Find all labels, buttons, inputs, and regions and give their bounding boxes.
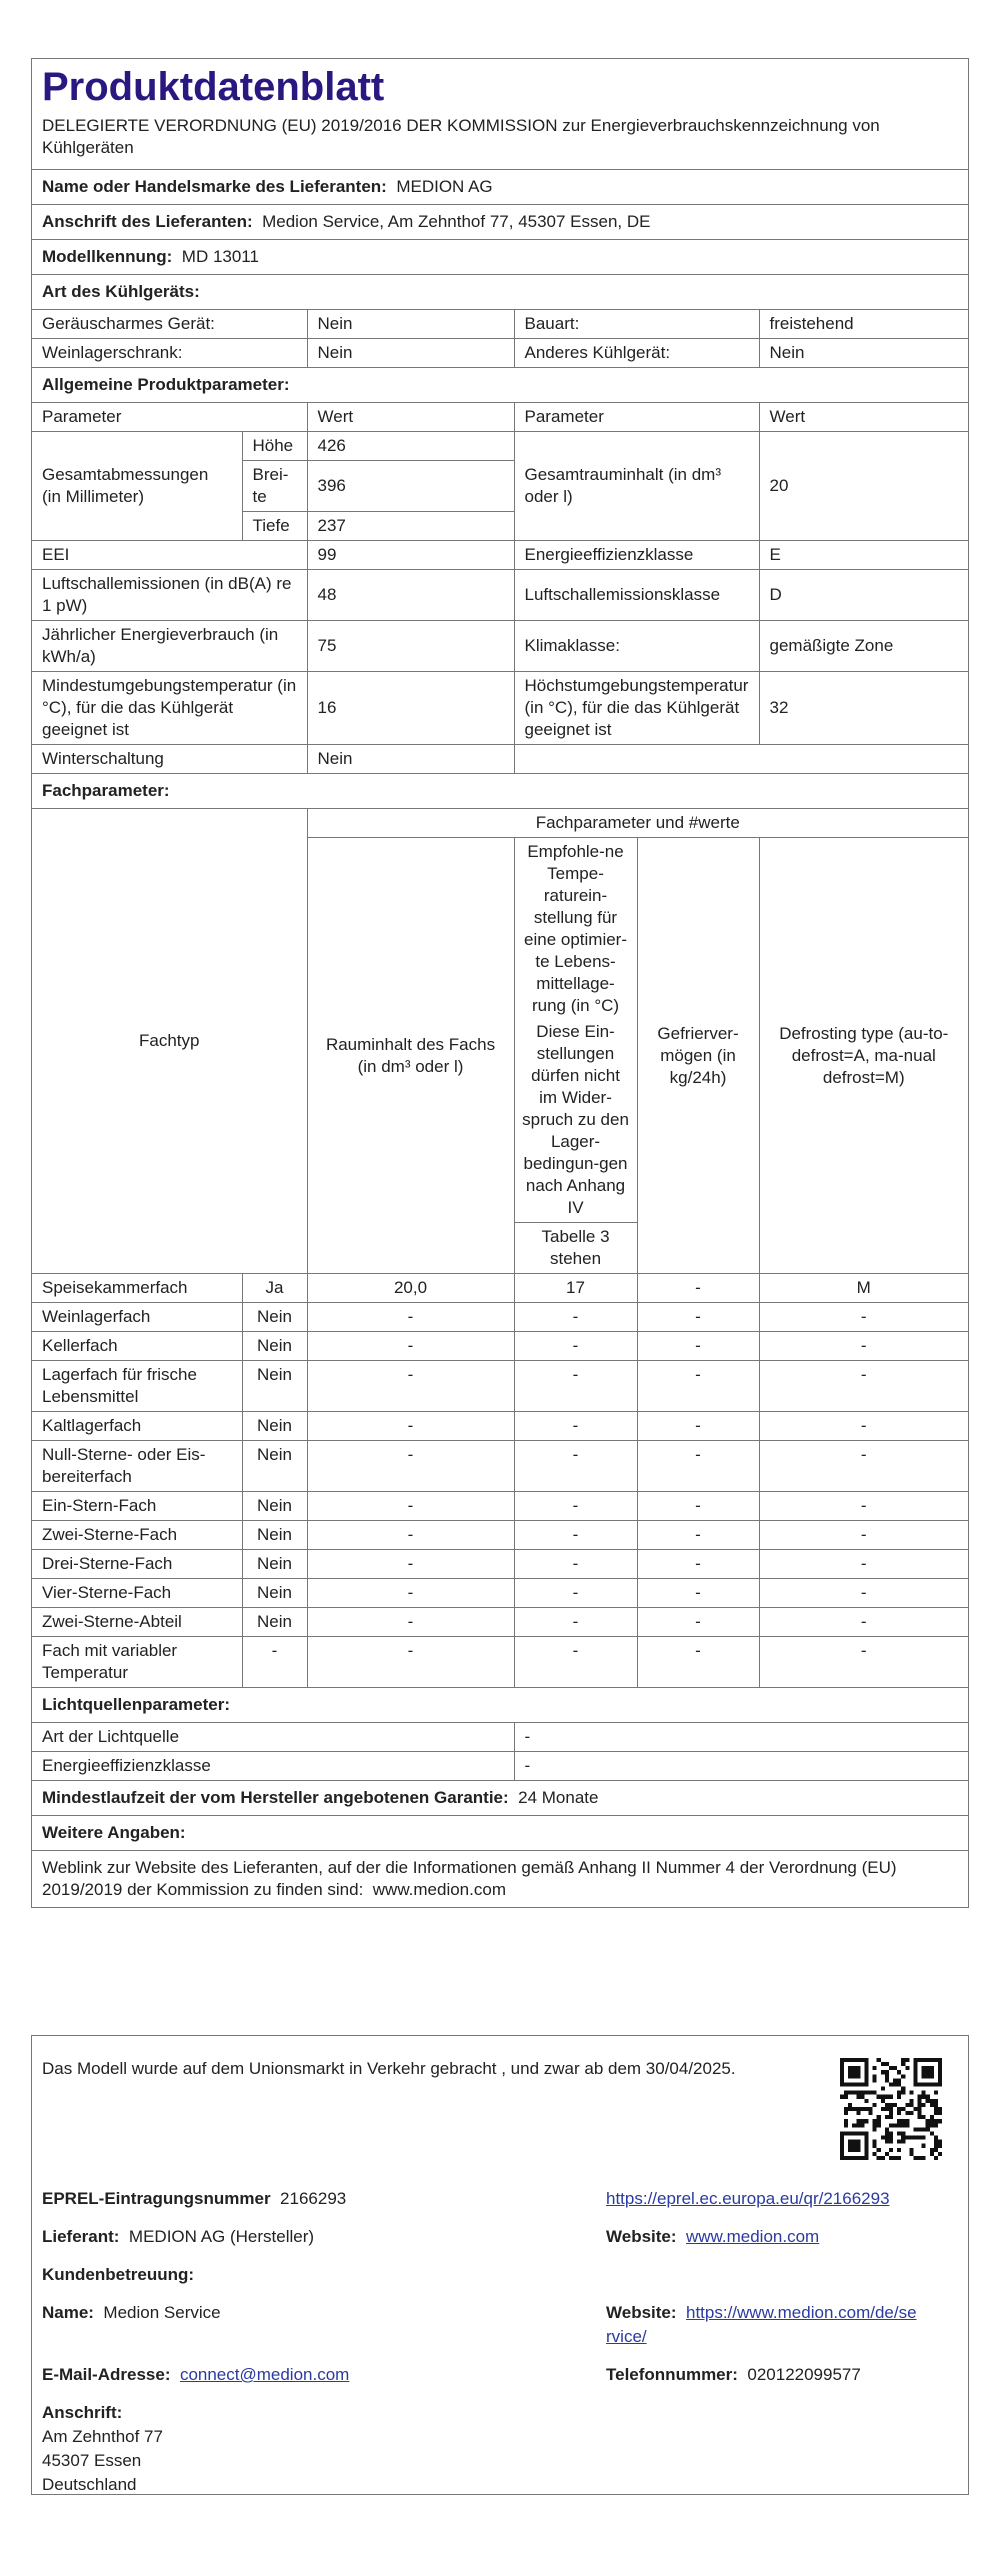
phone-label: Telefonnummer: — [606, 2365, 738, 2384]
table-cell: Nein — [759, 339, 968, 368]
warranty-row — [32, 1781, 968, 1815]
service-website-row — [606, 2302, 917, 2324]
website-row — [606, 2226, 819, 2248]
table-cell: - — [637, 1274, 759, 1303]
supplier-value: MEDION AG (Hersteller) — [128, 2227, 315, 2246]
compartment-rows — [32, 1274, 968, 1688]
table-cell: Luftschallemissionsklasse — [514, 570, 759, 621]
warranty-label: Mindestlaufzeit der vom Hersteller angebotenen Garantie: — [42, 1788, 509, 1807]
regulation-subtitle: DELEGIERTE VERORDNUNG (EU) 2019/2016 DER KOMMISSION zur Energieverbrauchskennzeichnung von Kühlgeräten — [42, 116, 880, 157]
table-cell: Ja — [242, 1274, 307, 1303]
phone-row — [606, 2364, 861, 2386]
model-label: Modellkennung: — [42, 247, 173, 266]
email-row — [42, 2364, 349, 2386]
general-param-row — [32, 621, 968, 672]
model-row — [32, 239, 968, 274]
table-cell: - — [637, 1332, 759, 1361]
depth-label: Tiefe — [242, 512, 307, 541]
table-cell: - — [759, 1492, 968, 1521]
general-header-row — [32, 403, 968, 432]
table-cell: - — [307, 1303, 514, 1332]
table-cell: - — [307, 1521, 514, 1550]
light-row — [32, 1723, 968, 1752]
table-cell: - — [307, 1492, 514, 1521]
table-cell: 32 — [759, 672, 968, 745]
table-cell: - — [514, 1361, 637, 1412]
table-cell: Zwei-Sterne-Abteil — [32, 1608, 242, 1637]
service-website-link[interactable]: https://www.medion.com/de/se — [686, 2303, 917, 2322]
device-type-table — [32, 309, 968, 368]
col-group-header: Fachparameter und #werte — [307, 809, 968, 838]
model-value: MD 13011 — [181, 247, 259, 266]
compartment-row — [32, 1492, 968, 1521]
compartment-row — [32, 1637, 968, 1688]
table-cell: Nein — [242, 1550, 307, 1579]
supplier-row — [42, 2226, 314, 2248]
table-cell: - — [637, 1441, 759, 1492]
height-value: 426 — [307, 432, 514, 461]
table-cell: Energieeffizienzklasse — [32, 1752, 514, 1781]
light-row — [32, 1752, 968, 1781]
width-value: 396 — [307, 461, 514, 512]
table-cell: Anderes Kühlgerät: — [514, 339, 759, 368]
col-header-defrost: Defrosting type (au-to-defrost=A, ma-nual defrost=M) — [759, 838, 968, 1274]
general-params-table — [32, 402, 968, 774]
col-header-volume: Rauminhalt des Fachs (in dm³ oder l) — [307, 838, 514, 1274]
table-cell: - — [307, 1412, 514, 1441]
table-cell: Nein — [242, 1412, 307, 1441]
volume-value: 20 — [759, 432, 968, 541]
table-cell: Nein — [242, 1492, 307, 1521]
table-cell: - — [759, 1608, 968, 1637]
compartment-row — [32, 1579, 968, 1608]
table-cell: Fach mit variabler Temperatur — [32, 1637, 242, 1688]
table-cell: Energieeffizienzklasse — [514, 541, 759, 570]
compartment-row — [32, 1550, 968, 1579]
compartment-group-header-row — [32, 809, 968, 838]
table-cell: - — [759, 1637, 968, 1688]
page-title: Produktdatenblatt — [42, 65, 385, 109]
general-params-heading: Allgemeine Produktparameter: — [42, 375, 290, 394]
depth-value: 237 — [307, 512, 514, 541]
table-cell: - — [637, 1303, 759, 1332]
dimensions-label: Gesamtabmessungen (in Millimeter) — [32, 432, 242, 541]
table-cell: Speisekammerfach — [32, 1274, 242, 1303]
table-cell: - — [637, 1550, 759, 1579]
table-cell: Nein — [307, 310, 514, 339]
supplier-name-label: Name oder Handelsmarke des Lieferanten: — [42, 177, 387, 196]
table-cell: - — [514, 1608, 637, 1637]
col-header-value: Wert — [759, 403, 968, 432]
table-cell: D — [759, 570, 968, 621]
table-cell: - — [514, 1579, 637, 1608]
compartment-table — [32, 808, 968, 1688]
product-data-sheet — [31, 58, 969, 1908]
eprel-link[interactable]: https://eprel.ec.europa.eu/qr/2166293 — [606, 2189, 890, 2208]
table-cell: Klimaklasse: — [514, 621, 759, 672]
supplier-label: Lieferant: — [42, 2227, 120, 2246]
supplier-name-value: MEDION AG — [396, 177, 493, 196]
further-info-heading: Weitere Angaben: — [32, 1815, 968, 1850]
table-cell: - — [307, 1637, 514, 1688]
further-info-link[interactable]: www.medion.com — [372, 1880, 506, 1899]
table-cell: - — [514, 1637, 637, 1688]
general-param-row — [32, 672, 968, 745]
table-cell: - — [759, 1332, 968, 1361]
service-name-value: Medion Service — [103, 2303, 221, 2322]
table-cell: Vier-Sterne-Fach — [32, 1579, 242, 1608]
table-cell: - — [307, 1579, 514, 1608]
service-name-label: Name: — [42, 2303, 94, 2322]
compartment-row — [32, 1608, 968, 1637]
winter-label: Winterschaltung — [32, 745, 307, 774]
supplier-address-value: Medion Service, Am Zehnthof 77, 45307 Essen, DE — [262, 212, 651, 231]
table-cell: - — [307, 1441, 514, 1492]
temperature-header-part-b: Diese Ein-stellungen dürfen nicht im Wider-spruch zu den Lager-bedingun-gen nach Anhang IV — [522, 1022, 629, 1217]
service-name-row — [42, 2302, 221, 2324]
table-cell: - — [637, 1579, 759, 1608]
table-cell: - — [759, 1521, 968, 1550]
phone-value: 020122099577 — [747, 2365, 861, 2384]
website-link[interactable]: www.medion.com — [686, 2227, 820, 2246]
table-cell: freistehend — [759, 310, 968, 339]
table-cell: Art der Lichtquelle — [32, 1723, 514, 1752]
device-type-row — [32, 310, 968, 339]
table-cell: - — [307, 1361, 514, 1412]
table-cell: - — [514, 1723, 968, 1752]
table-cell: - — [514, 1492, 637, 1521]
service-website-link-continued[interactable]: rvice/ — [606, 2327, 647, 2346]
table-cell: M — [759, 1274, 968, 1303]
table-cell: - — [514, 1412, 637, 1441]
dimension-row — [32, 432, 968, 461]
table-cell: 17 — [514, 1274, 637, 1303]
address-line: Am Zehnthof 77 — [42, 2427, 163, 2446]
table-cell: Nein — [242, 1441, 307, 1492]
table-cell: Nein — [242, 1303, 307, 1332]
table-cell: Mindestumgebungstemperatur (in °C), für die das Kühlgerät geeignet ist — [32, 672, 307, 745]
table-cell: - — [514, 1332, 637, 1361]
col-header-value: Wert — [307, 403, 514, 432]
table-cell: - — [759, 1412, 968, 1441]
table-cell: Null-Sterne- oder Eis-bereiterfach — [32, 1441, 242, 1492]
table-cell: Geräuscharmes Gerät: — [32, 310, 307, 339]
warranty-value: 24 Monate — [518, 1788, 599, 1807]
table-cell: EEI — [32, 541, 307, 570]
device-type-row — [32, 339, 968, 368]
table-cell: - — [637, 1361, 759, 1412]
compartment-row — [32, 1274, 968, 1303]
table-cell: - — [759, 1303, 968, 1332]
table-cell: - — [307, 1332, 514, 1361]
supplier-address-row — [32, 204, 968, 239]
table-cell: - — [637, 1637, 759, 1688]
table-cell: Weinlagerschrank: — [32, 339, 307, 368]
table-cell: Nein — [242, 1608, 307, 1637]
compartment-row — [32, 1361, 968, 1412]
compartment-row — [32, 1332, 968, 1361]
market-text: Das Modell wurde auf dem Unionsmarkt in Verkehr gebracht , und zwar ab dem 30/04/2025. — [42, 2059, 736, 2078]
further-info-text: Weblink zur Website des Lieferanten, auf der die Informationen gemäß Anhang II Nummer 4 der Verordnung (EU) 2019/2019 der Kommission zu finden sind: — [42, 1858, 897, 1899]
supplier-name-row — [32, 169, 968, 204]
compartment-row — [32, 1521, 968, 1550]
table-cell-empty — [514, 745, 968, 774]
table-cell: - — [514, 1303, 637, 1332]
temperature-header-part-a: Empfohle-ne Tempe-raturein-stellung für eine optimier-te Lebens-mittellage-rung (in °C) — [524, 842, 628, 1015]
table-cell: - — [759, 1441, 968, 1492]
email-label: E-Mail-Adresse: — [42, 2365, 171, 2384]
table-cell: Jährlicher Energieverbrauch (in kWh/a) — [32, 621, 307, 672]
table-cell: - — [242, 1637, 307, 1688]
table-cell: Nein — [242, 1521, 307, 1550]
table-cell: - — [307, 1550, 514, 1579]
col-header-parameter: Parameter — [32, 403, 307, 432]
table-cell: Drei-Sterne-Fach — [32, 1550, 242, 1579]
table-cell: Kaltlagerfach — [32, 1412, 242, 1441]
general-param-row — [32, 541, 968, 570]
table-cell: - — [637, 1412, 759, 1441]
compartment-row — [32, 1303, 968, 1332]
table-cell: Höchstumgebungstemperatur (in °C), für die das Kühlgerät geeignet ist — [514, 672, 759, 745]
table-cell: Luftschallemissionen (in dB(A) re 1 pW) — [32, 570, 307, 621]
table-cell: 16 — [307, 672, 514, 745]
table-cell: - — [759, 1550, 968, 1579]
winter-row — [32, 745, 968, 774]
table-cell: - — [514, 1550, 637, 1579]
further-info-text-row — [32, 1850, 968, 1907]
compartment-row — [32, 1441, 968, 1492]
table-cell: - — [759, 1361, 968, 1412]
qr-code[interactable] — [840, 2058, 942, 2160]
table-cell: Nein — [307, 339, 514, 368]
table-cell: Nein — [242, 1579, 307, 1608]
table-cell: 75 — [307, 621, 514, 672]
registration-footer — [31, 2035, 969, 2495]
eprel-value: 2166293 — [280, 2189, 347, 2208]
table-cell: gemäßigte Zone — [759, 621, 968, 672]
table-cell: 20,0 — [307, 1274, 514, 1303]
supplier-address-label: Anschrift des Lieferanten: — [42, 212, 253, 231]
height-label: Höhe — [242, 432, 307, 461]
table-cell: Nein — [242, 1361, 307, 1412]
table-cell: - — [759, 1579, 968, 1608]
customer-service-heading: Kundenbetreuung: — [42, 2265, 195, 2284]
table-cell: E — [759, 541, 968, 570]
winter-value: Nein — [307, 745, 514, 774]
table-cell: 99 — [307, 541, 514, 570]
table-cell: - — [307, 1608, 514, 1637]
temperature-header-part-c: Tabelle 3 stehen — [514, 1223, 637, 1274]
address-label: Anschrift: — [42, 2403, 123, 2422]
compartment-row — [32, 1412, 968, 1441]
compartment-params-heading: Fachparameter: — [42, 781, 170, 800]
email-link[interactable]: connect@medion.com — [179, 2365, 350, 2384]
table-cell: Bauart: — [514, 310, 759, 339]
table-cell: - — [637, 1492, 759, 1521]
table-cell: Zwei-Sterne-Fach — [32, 1521, 242, 1550]
address-line: Deutschland — [42, 2475, 137, 2494]
col-header-temperature — [514, 838, 637, 1223]
table-cell: Nein — [242, 1332, 307, 1361]
light-table — [32, 1722, 968, 1781]
col-header-type: Fachtyp — [32, 809, 307, 1274]
eprel-label: EPREL-Eintragungsnummer — [42, 2189, 271, 2208]
col-header-freezing: Gefrierver-mögen (in kg/24h) — [637, 838, 759, 1274]
volume-label: Gesamtrauminhalt (in dm³ oder l) — [514, 432, 759, 541]
service-website-label: Website: — [606, 2303, 677, 2322]
table-cell: Lagerfach für frische Lebensmittel — [32, 1361, 242, 1412]
table-cell: Weinlagerfach — [32, 1303, 242, 1332]
table-cell: Ein-Stern-Fach — [32, 1492, 242, 1521]
general-param-row — [32, 570, 968, 621]
device-type-heading: Art des Kühlgeräts: — [32, 274, 968, 309]
table-cell: - — [514, 1752, 968, 1781]
width-label: Brei-te — [242, 461, 307, 512]
table-cell: - — [514, 1441, 637, 1492]
table-cell: - — [637, 1608, 759, 1637]
table-cell: 48 — [307, 570, 514, 621]
address-line: 45307 Essen — [42, 2451, 142, 2470]
table-cell: - — [637, 1521, 759, 1550]
col-header-parameter: Parameter — [514, 403, 759, 432]
website-label: Website: — [606, 2227, 677, 2246]
light-params-heading: Lichtquellenparameter: — [42, 1695, 230, 1714]
table-cell: - — [514, 1521, 637, 1550]
table-cell: Kellerfach — [32, 1332, 242, 1361]
eprel-row — [42, 2188, 346, 2210]
